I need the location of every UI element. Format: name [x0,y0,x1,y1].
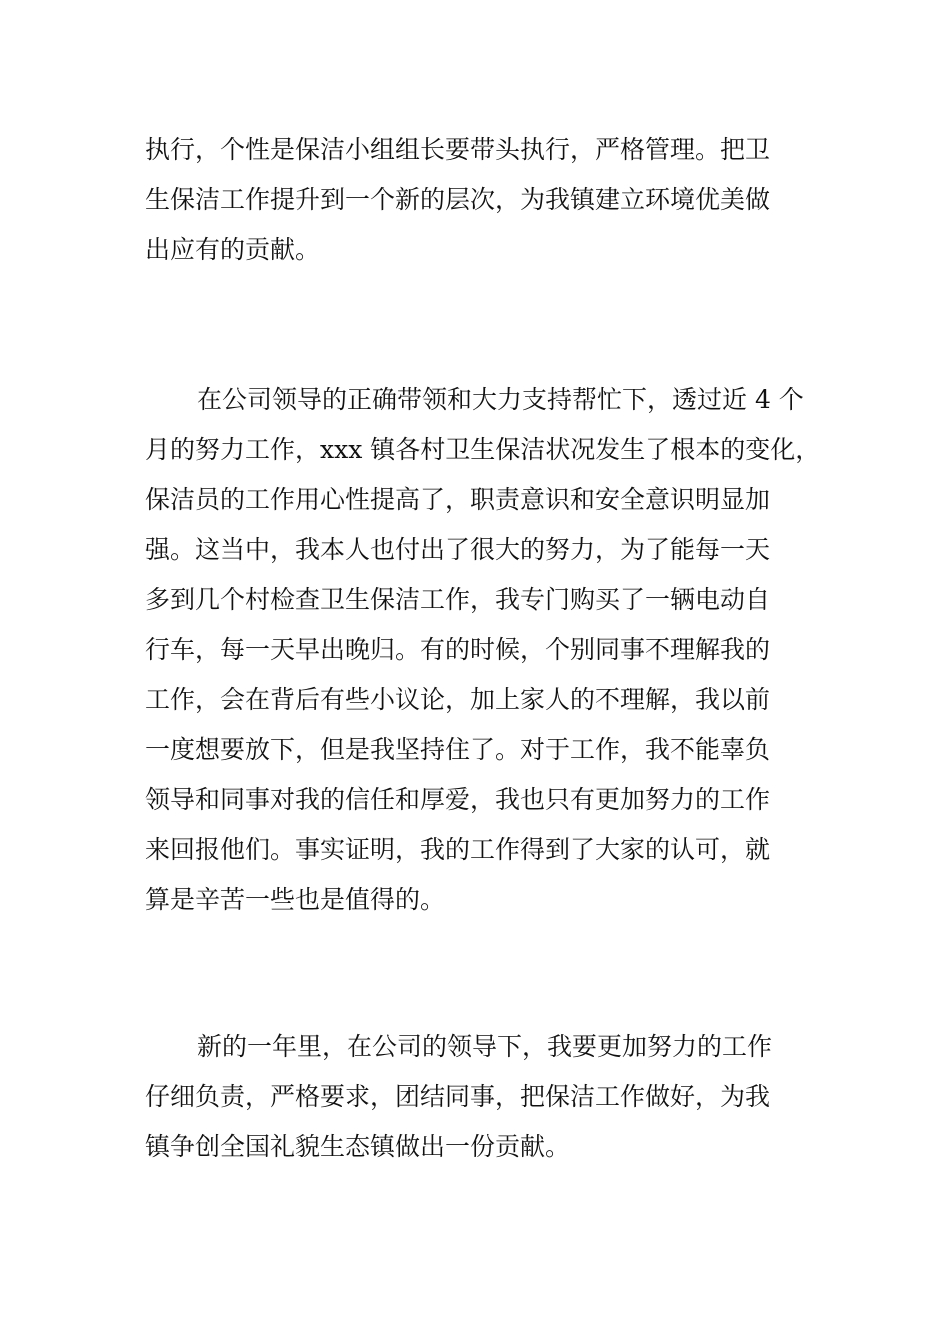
paragraph-line: 多到几个村检查卫生保洁工作，我专门购买了一辆电动自 [145,585,771,614]
paragraph-line: 月的努力工作，xxx 镇各村卫生保洁状况发生了根本的变化， [145,435,821,464]
paragraph-line: 执行，个性是保洁小组组长要带头执行，严格管理。把卫 [145,135,771,164]
paragraph-line: 来回报他们。事实证明，我的工作得到了大家的认可，就 [145,835,771,864]
paragraph-line: 工作，会在背后有些小议论，加上家人的不理解，我以前 [145,685,771,714]
paragraph-line: 新的一年里，在公司的领导下，我要更加努力的工作 [197,1032,773,1061]
paragraph-3 [145,1022,805,1172]
paragraph-line: 领导和同事对我的信任和厚爱，我也只有更加努力的工作 [145,785,771,814]
paragraph-line: 强。这当中，我本人也付出了很大的努力，为了能每一天 [145,535,771,564]
paragraph-line: 出应有的贡献。 [145,235,321,264]
paragraph-line: 在公司领导的正确带领和大力支持帮忙下，透过近 4 个 [197,385,804,414]
paragraph-line: 镇争创全国礼貌生态镇做出一份贡献。 [145,1132,571,1161]
paragraph-1 [145,125,805,275]
paragraph-line: 仔细负责，严格要求，团结同事，把保洁工作做好，为我 [145,1082,771,1111]
paragraph-line: 保洁员的工作用心性提高了，职责意识和安全意识明显加 [145,485,771,514]
paragraph-line: 算是辛苦一些也是值得的。 [145,885,446,914]
paragraph-line: 行车，每一天早出晚归。有的时候，个别同事不理解我的 [145,635,771,664]
paragraph-line: 生保洁工作提升到一个新的层次，为我镇建立环境优美做 [145,185,771,214]
paragraph-2 [145,375,821,925]
paragraph-line: 一度想要放下，但是我坚持住了。对于工作，我不能辜负 [145,735,771,764]
